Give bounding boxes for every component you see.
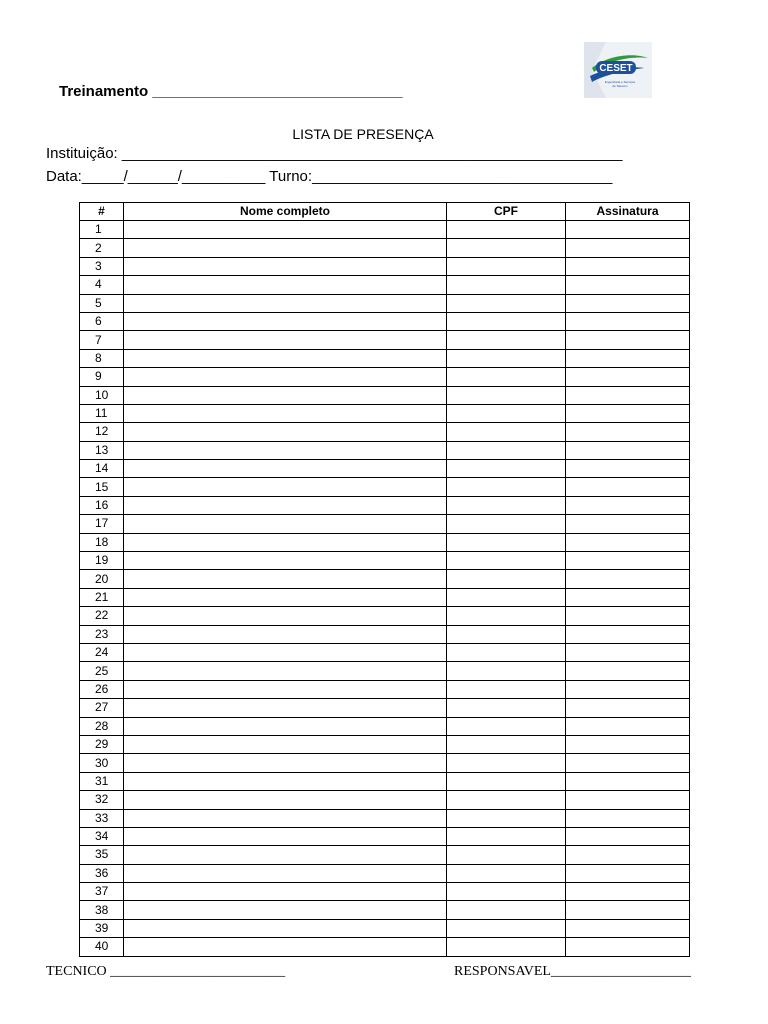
assinatura-cell[interactable] xyxy=(566,699,690,717)
page-title: LISTA DE PRESENÇA xyxy=(292,126,434,142)
nome-cell[interactable] xyxy=(124,570,447,588)
cpf-cell[interactable] xyxy=(447,643,566,661)
ceset-logo xyxy=(584,42,652,98)
cpf-cell[interactable] xyxy=(447,331,566,349)
table-row xyxy=(80,607,690,625)
responsavel-signature-line[interactable]: RESPONSAVEL____________________ xyxy=(454,964,691,979)
assinatura-cell[interactable] xyxy=(566,717,690,735)
row-number: 19 xyxy=(80,552,124,570)
cpf-cell[interactable] xyxy=(447,368,566,386)
cpf-cell[interactable] xyxy=(447,349,566,367)
table-row xyxy=(80,533,690,551)
assinatura-cell[interactable] xyxy=(566,570,690,588)
assinatura-cell[interactable] xyxy=(566,312,690,330)
table-row xyxy=(80,919,690,937)
row-number: 10 xyxy=(80,386,124,404)
assinatura-cell[interactable] xyxy=(566,864,690,882)
row-number: 25 xyxy=(80,662,124,680)
row-number: 21 xyxy=(80,588,124,606)
assinatura-cell[interactable] xyxy=(566,662,690,680)
table-row xyxy=(80,460,690,478)
cpf-cell[interactable] xyxy=(447,901,566,919)
table-row xyxy=(80,496,690,514)
table-row xyxy=(80,662,690,680)
table-row xyxy=(80,717,690,735)
assinatura-cell[interactable] xyxy=(566,607,690,625)
assinatura-cell[interactable] xyxy=(566,735,690,753)
assinatura-cell[interactable] xyxy=(566,221,690,239)
table-row xyxy=(80,864,690,882)
cpf-cell[interactable] xyxy=(447,607,566,625)
nome-cell[interactable] xyxy=(124,386,447,404)
table-row xyxy=(80,552,690,570)
table-row xyxy=(80,386,690,404)
assinatura-cell[interactable] xyxy=(566,791,690,809)
table-row xyxy=(80,772,690,790)
assinatura-cell[interactable] xyxy=(566,257,690,275)
cpf-cell[interactable] xyxy=(447,919,566,937)
cpf-cell[interactable] xyxy=(447,312,566,330)
assinatura-cell[interactable] xyxy=(566,423,690,441)
table-row xyxy=(80,276,690,294)
row-number: 26 xyxy=(80,680,124,698)
row-number: 29 xyxy=(80,735,124,753)
nome-cell[interactable] xyxy=(124,312,447,330)
assinatura-cell[interactable] xyxy=(566,680,690,698)
assinatura-cell[interactable] xyxy=(566,515,690,533)
nome-cell[interactable] xyxy=(124,221,447,239)
column-header-nome: Nome completo xyxy=(124,203,447,221)
nome-cell[interactable] xyxy=(124,552,447,570)
cpf-cell[interactable] xyxy=(447,460,566,478)
table-row xyxy=(80,331,690,349)
cpf-cell[interactable] xyxy=(447,735,566,753)
row-number: 13 xyxy=(80,441,124,459)
table-row xyxy=(80,349,690,367)
assinatura-cell[interactable] xyxy=(566,496,690,514)
assinatura-cell[interactable] xyxy=(566,625,690,643)
nome-cell[interactable] xyxy=(124,680,447,698)
assinatura-cell[interactable] xyxy=(566,478,690,496)
table-row xyxy=(80,901,690,919)
table-row xyxy=(80,809,690,827)
table-row xyxy=(80,239,690,257)
column-header-number: # xyxy=(80,203,124,221)
table-row xyxy=(80,643,690,661)
cpf-cell[interactable] xyxy=(447,754,566,772)
row-number: 20 xyxy=(80,570,124,588)
cpf-cell[interactable] xyxy=(447,662,566,680)
nome-cell[interactable] xyxy=(124,754,447,772)
assinatura-cell[interactable] xyxy=(566,239,690,257)
nome-cell[interactable] xyxy=(124,643,447,661)
nome-cell[interactable] xyxy=(124,717,447,735)
assinatura-cell[interactable] xyxy=(566,754,690,772)
cpf-cell[interactable] xyxy=(447,864,566,882)
table-row xyxy=(80,846,690,864)
nome-cell[interactable] xyxy=(124,588,447,606)
assinatura-cell[interactable] xyxy=(566,349,690,367)
row-number: 1 xyxy=(80,221,124,239)
cpf-cell[interactable] xyxy=(447,423,566,441)
cpf-cell[interactable] xyxy=(447,699,566,717)
table-row xyxy=(80,625,690,643)
row-number: 40 xyxy=(80,938,124,956)
cpf-cell[interactable] xyxy=(447,772,566,790)
table-row xyxy=(80,368,690,386)
table-row xyxy=(80,735,690,753)
table-row xyxy=(80,827,690,845)
nome-cell[interactable] xyxy=(124,883,447,901)
row-number: 12 xyxy=(80,423,124,441)
assinatura-cell[interactable] xyxy=(566,883,690,901)
row-number: 9 xyxy=(80,368,124,386)
nome-cell[interactable] xyxy=(124,368,447,386)
table-row xyxy=(80,883,690,901)
cpf-cell[interactable] xyxy=(447,827,566,845)
attendance-table xyxy=(79,202,690,957)
cpf-cell[interactable] xyxy=(447,883,566,901)
nome-cell[interactable] xyxy=(124,772,447,790)
nome-cell[interactable] xyxy=(124,809,447,827)
nome-cell[interactable] xyxy=(124,239,447,257)
svg-text:de Telecom: de Telecom xyxy=(612,84,628,88)
assinatura-cell[interactable] xyxy=(566,294,690,312)
row-number: 36 xyxy=(80,864,124,882)
table-row xyxy=(80,938,690,956)
nome-cell[interactable] xyxy=(124,901,447,919)
table-row xyxy=(80,699,690,717)
nome-cell[interactable] xyxy=(124,515,447,533)
cpf-cell[interactable] xyxy=(447,625,566,643)
row-number: 11 xyxy=(80,404,124,422)
row-number: 18 xyxy=(80,533,124,551)
assinatura-cell[interactable] xyxy=(566,441,690,459)
cpf-cell[interactable] xyxy=(447,386,566,404)
row-number: 5 xyxy=(80,294,124,312)
row-number: 38 xyxy=(80,901,124,919)
nome-cell[interactable] xyxy=(124,294,447,312)
assinatura-cell[interactable] xyxy=(566,919,690,937)
cpf-cell[interactable] xyxy=(447,221,566,239)
assinatura-cell[interactable] xyxy=(566,533,690,551)
nome-cell[interactable] xyxy=(124,423,447,441)
table-row xyxy=(80,754,690,772)
table-header-row xyxy=(80,203,690,221)
nome-cell[interactable] xyxy=(124,460,447,478)
assinatura-cell[interactable] xyxy=(566,588,690,606)
assinatura-cell[interactable] xyxy=(566,846,690,864)
table-row xyxy=(80,588,690,606)
nome-cell[interactable] xyxy=(124,827,447,845)
table-row xyxy=(80,680,690,698)
nome-cell[interactable] xyxy=(124,735,447,753)
cpf-cell[interactable] xyxy=(447,496,566,514)
nome-cell[interactable] xyxy=(124,276,447,294)
nome-cell[interactable] xyxy=(124,404,447,422)
row-number: 34 xyxy=(80,827,124,845)
column-header-cpf: CPF xyxy=(447,203,566,221)
row-number: 27 xyxy=(80,699,124,717)
row-number: 3 xyxy=(80,257,124,275)
row-number: 6 xyxy=(80,312,124,330)
cpf-cell[interactable] xyxy=(447,552,566,570)
row-number: 22 xyxy=(80,607,124,625)
nome-cell[interactable] xyxy=(124,478,447,496)
cpf-cell[interactable] xyxy=(447,404,566,422)
table-row xyxy=(80,478,690,496)
table-row xyxy=(80,294,690,312)
assinatura-cell[interactable] xyxy=(566,809,690,827)
row-number: 32 xyxy=(80,791,124,809)
cpf-cell[interactable] xyxy=(447,441,566,459)
nome-cell[interactable] xyxy=(124,496,447,514)
row-number: 39 xyxy=(80,919,124,937)
cpf-cell[interactable] xyxy=(447,680,566,698)
row-number: 2 xyxy=(80,239,124,257)
svg-text:CESET: CESET xyxy=(599,63,633,74)
data-turno-field[interactable]: Data:_____/______/__________ Turno:____________________________________ xyxy=(46,168,613,185)
assinatura-cell[interactable] xyxy=(566,552,690,570)
assinatura-cell[interactable] xyxy=(566,772,690,790)
nome-cell[interactable] xyxy=(124,349,447,367)
assinatura-cell[interactable] xyxy=(566,368,690,386)
nome-cell[interactable] xyxy=(124,938,447,956)
table-row xyxy=(80,257,690,275)
cpf-cell[interactable] xyxy=(447,938,566,956)
treinamento-field[interactable]: Treinamento ______________________________ xyxy=(59,83,403,100)
row-number: 4 xyxy=(80,276,124,294)
assinatura-cell[interactable] xyxy=(566,938,690,956)
tecnico-signature-line[interactable]: TECNICO _________________________ xyxy=(46,964,286,979)
row-number: 14 xyxy=(80,460,124,478)
nome-cell[interactable] xyxy=(124,864,447,882)
assinatura-cell[interactable] xyxy=(566,404,690,422)
row-number: 16 xyxy=(80,496,124,514)
nome-cell[interactable] xyxy=(124,699,447,717)
assinatura-cell[interactable] xyxy=(566,643,690,661)
table-row xyxy=(80,312,690,330)
cpf-cell[interactable] xyxy=(447,294,566,312)
cpf-cell[interactable] xyxy=(447,515,566,533)
assinatura-cell[interactable] xyxy=(566,386,690,404)
instituicao-field[interactable]: Instituição: ____________________________________________________________ xyxy=(46,145,623,162)
table-row xyxy=(80,515,690,533)
row-number: 28 xyxy=(80,717,124,735)
row-number: 7 xyxy=(80,331,124,349)
row-number: 23 xyxy=(80,625,124,643)
table-row xyxy=(80,404,690,422)
table-row xyxy=(80,441,690,459)
cpf-cell[interactable] xyxy=(447,846,566,864)
svg-text:Engenharia e Serviços: Engenharia e Serviços xyxy=(604,80,636,84)
nome-cell[interactable] xyxy=(124,846,447,864)
row-number: 8 xyxy=(80,349,124,367)
row-number: 24 xyxy=(80,643,124,661)
table-row xyxy=(80,570,690,588)
cpf-cell[interactable] xyxy=(447,588,566,606)
cpf-cell[interactable] xyxy=(447,570,566,588)
nome-cell[interactable] xyxy=(124,533,447,551)
row-number: 35 xyxy=(80,846,124,864)
cpf-cell[interactable] xyxy=(447,809,566,827)
table-row xyxy=(80,791,690,809)
nome-cell[interactable] xyxy=(124,919,447,937)
cpf-cell[interactable] xyxy=(447,791,566,809)
column-header-assinatura: Assinatura xyxy=(566,203,690,221)
assinatura-cell[interactable] xyxy=(566,460,690,478)
nome-cell[interactable] xyxy=(124,662,447,680)
cpf-cell[interactable] xyxy=(447,239,566,257)
assinatura-cell[interactable] xyxy=(566,901,690,919)
nome-cell[interactable] xyxy=(124,441,447,459)
assinatura-cell[interactable] xyxy=(566,827,690,845)
nome-cell[interactable] xyxy=(124,257,447,275)
nome-cell[interactable] xyxy=(124,331,447,349)
cpf-cell[interactable] xyxy=(447,717,566,735)
row-number: 17 xyxy=(80,515,124,533)
assinatura-cell[interactable] xyxy=(566,276,690,294)
cpf-cell[interactable] xyxy=(447,533,566,551)
nome-cell[interactable] xyxy=(124,791,447,809)
cpf-cell[interactable] xyxy=(447,257,566,275)
row-number: 31 xyxy=(80,772,124,790)
cpf-cell[interactable] xyxy=(447,276,566,294)
row-number: 30 xyxy=(80,754,124,772)
cpf-cell[interactable] xyxy=(447,478,566,496)
row-number: 33 xyxy=(80,809,124,827)
table-row xyxy=(80,423,690,441)
assinatura-cell[interactable] xyxy=(566,331,690,349)
row-number: 15 xyxy=(80,478,124,496)
row-number: 37 xyxy=(80,883,124,901)
table-row xyxy=(80,221,690,239)
nome-cell[interactable] xyxy=(124,625,447,643)
nome-cell[interactable] xyxy=(124,607,447,625)
